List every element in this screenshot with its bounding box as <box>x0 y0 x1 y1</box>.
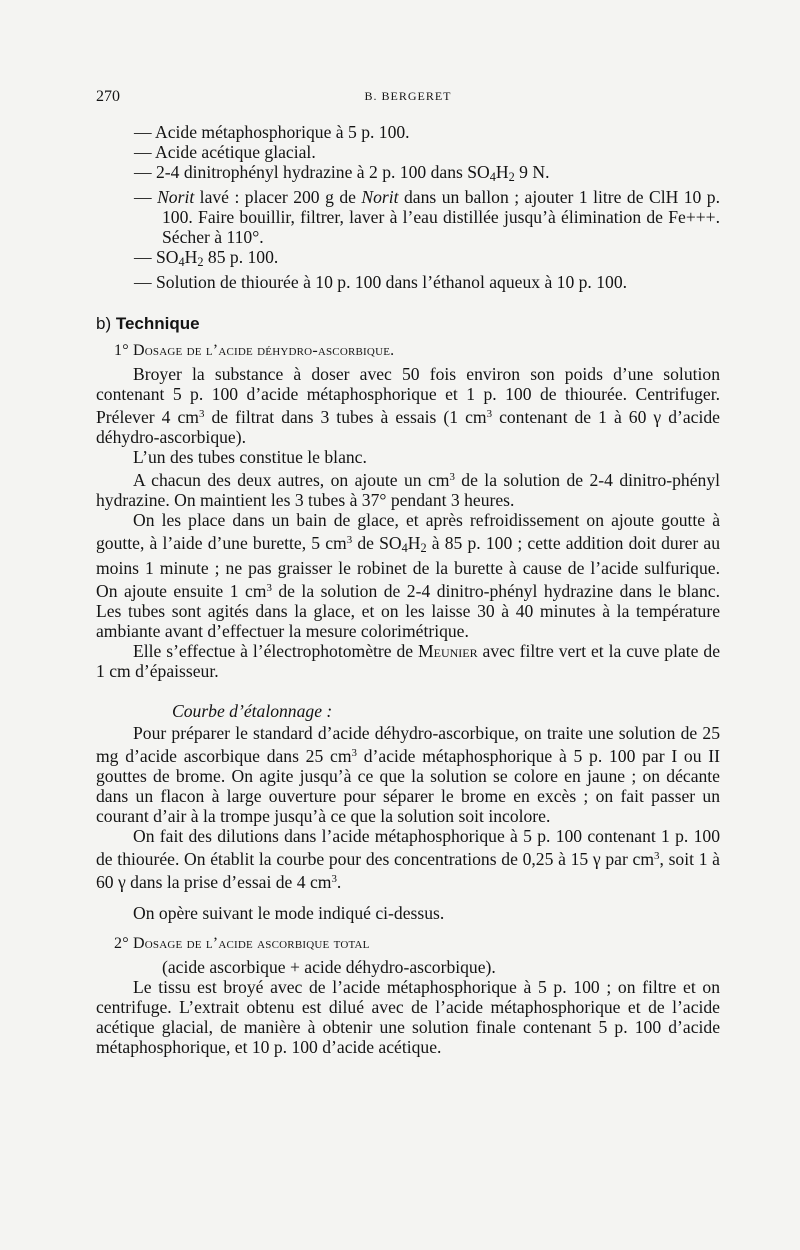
calibration-heading: Courbe d’étalonnage : <box>172 701 333 722</box>
paragraph: Le tissu est broyé avec de l’acide métaphosphorique à 5 p. 100 ; on filtre et on centrifuge. L’extrait obtenu est dilué avec de l’acide métaphosphorique et de l’acide acétique glacial, de manière à obtenir une solution finale contenant 5 p. 100 d’acide métaphosphorique, et 10 p. 100 d’acide acétique. <box>96 977 720 1058</box>
subsection-subtitle: (acide ascorbique + acide déhydro-ascorbique). <box>162 957 496 978</box>
paragraph: On fait des dilutions dans l’acide métaphosphorique à 5 p. 100 contenant 1 p. 100 de thiourée. On établit la courbe pour des concentrations de 0,25 à 15 γ par $cm^3$, soit 1 à 60 γ dans la prise d’essai de 4 $cm^3$. <box>96 826 720 893</box>
page-number: 270 <box>96 88 120 105</box>
paragraph: A chacun des deux autres, on ajoute un $cm^3$ de la solution de 2-4 dinitro-phényl hydrazine. On maintient les 3 tubes à 37° pendant 3 heures. <box>96 470 721 511</box>
reagent-item: — Acide acétique glacial. <box>134 142 316 162</box>
paragraph: Broyer la substance à doser avec 50 fois environ son poids d’une solution contenant 5 p. 100 d’acide métaphosphorique et 1 p. 100 de thiourée. Centrifuger. Prélever 4 $cm^3$ de filtrat dans 3 tubes à essais (1 $cm^3$ contenant de 1 à 60 γ d’acide déhydro-ascorbique). <box>96 364 720 448</box>
reagent-item: — $SO_4H_2$ 85 p. 100. <box>134 247 279 270</box>
paragraph: L’un des tubes constitue le blanc. <box>133 447 367 468</box>
paragraph: Elle s’effectue à l’électrophotomètre de Meunier avec filtre vert et la cuve plate de 1 cm d’épaisseur. <box>96 641 720 682</box>
reagent-item: — 2-4 dinitrophényl hydrazine à 2 p. 100 dans $SO_4H_2$ 9 N. <box>134 162 550 185</box>
running-head: B. BERGERET <box>364 89 452 103</box>
section-heading-b: b) Technique <box>96 314 200 334</box>
subsection-heading-1: 1° Dosage de l’acide déhydro-ascorbique. <box>114 342 395 360</box>
subsection-heading-2: 2° Dosage de l’acide ascorbique total <box>114 935 370 953</box>
reagent-item: — Acide métaphosphorique à 5 p. 100. <box>134 122 410 142</box>
reagent-item: — Norit lavé : placer 200 g de Norit dans un ballon ; ajouter 1 litre de ClH 10 p. 100. Faire bouillir, filtrer, laver à l’eau distillée jusqu’à élimination de Fe+++. Sécher à 110°. <box>134 187 720 248</box>
body-text <box>96 122 720 1057</box>
paragraph: Pour préparer le standard d’acide déhydro-ascorbique, on traite une solution de 25 mg d’acide ascorbique dans 25 $cm^3$ d’acide métaphosphorique à 5 p. 100 par I ou II gouttes de brome. On agite jusqu’à ce que la solution se colore en jaune ; on décante dans un flacon à large ouverture pour séparer le brome en excès ; on fait passer un courant d’air à la trompe jusqu’à ce que la solution soit incolore. <box>96 723 720 827</box>
paragraph: On les place dans un bain de glace, et après refroidissement on ajoute goutte à goutte, à l’aide d’une burette, 5 $cm^3$ de $SO_4H_2$ à 85 p. 100 ; cette addition doit durer au moins 1 minute ; ne pas graisser le robinet de la burette à cause de l’acide sulfurique. On ajoute ensuite 1 $cm^3$ de la solution de 2-4 dinitro-phényl hydrazine dans le blanc. Les tubes sont agités dans la glace, et on les laisse 30 à 40 minutes à la température ambiante avant d’effectuer la mesure colorimétrique. <box>96 510 720 642</box>
page-header <box>96 88 720 110</box>
paragraph: On opère suivant le mode indiqué ci-dessus. <box>133 903 445 924</box>
reagent-item: — Solution de thiourée à 10 p. 100 dans l’éthanol aqueux à 10 p. 100. <box>134 272 628 293</box>
